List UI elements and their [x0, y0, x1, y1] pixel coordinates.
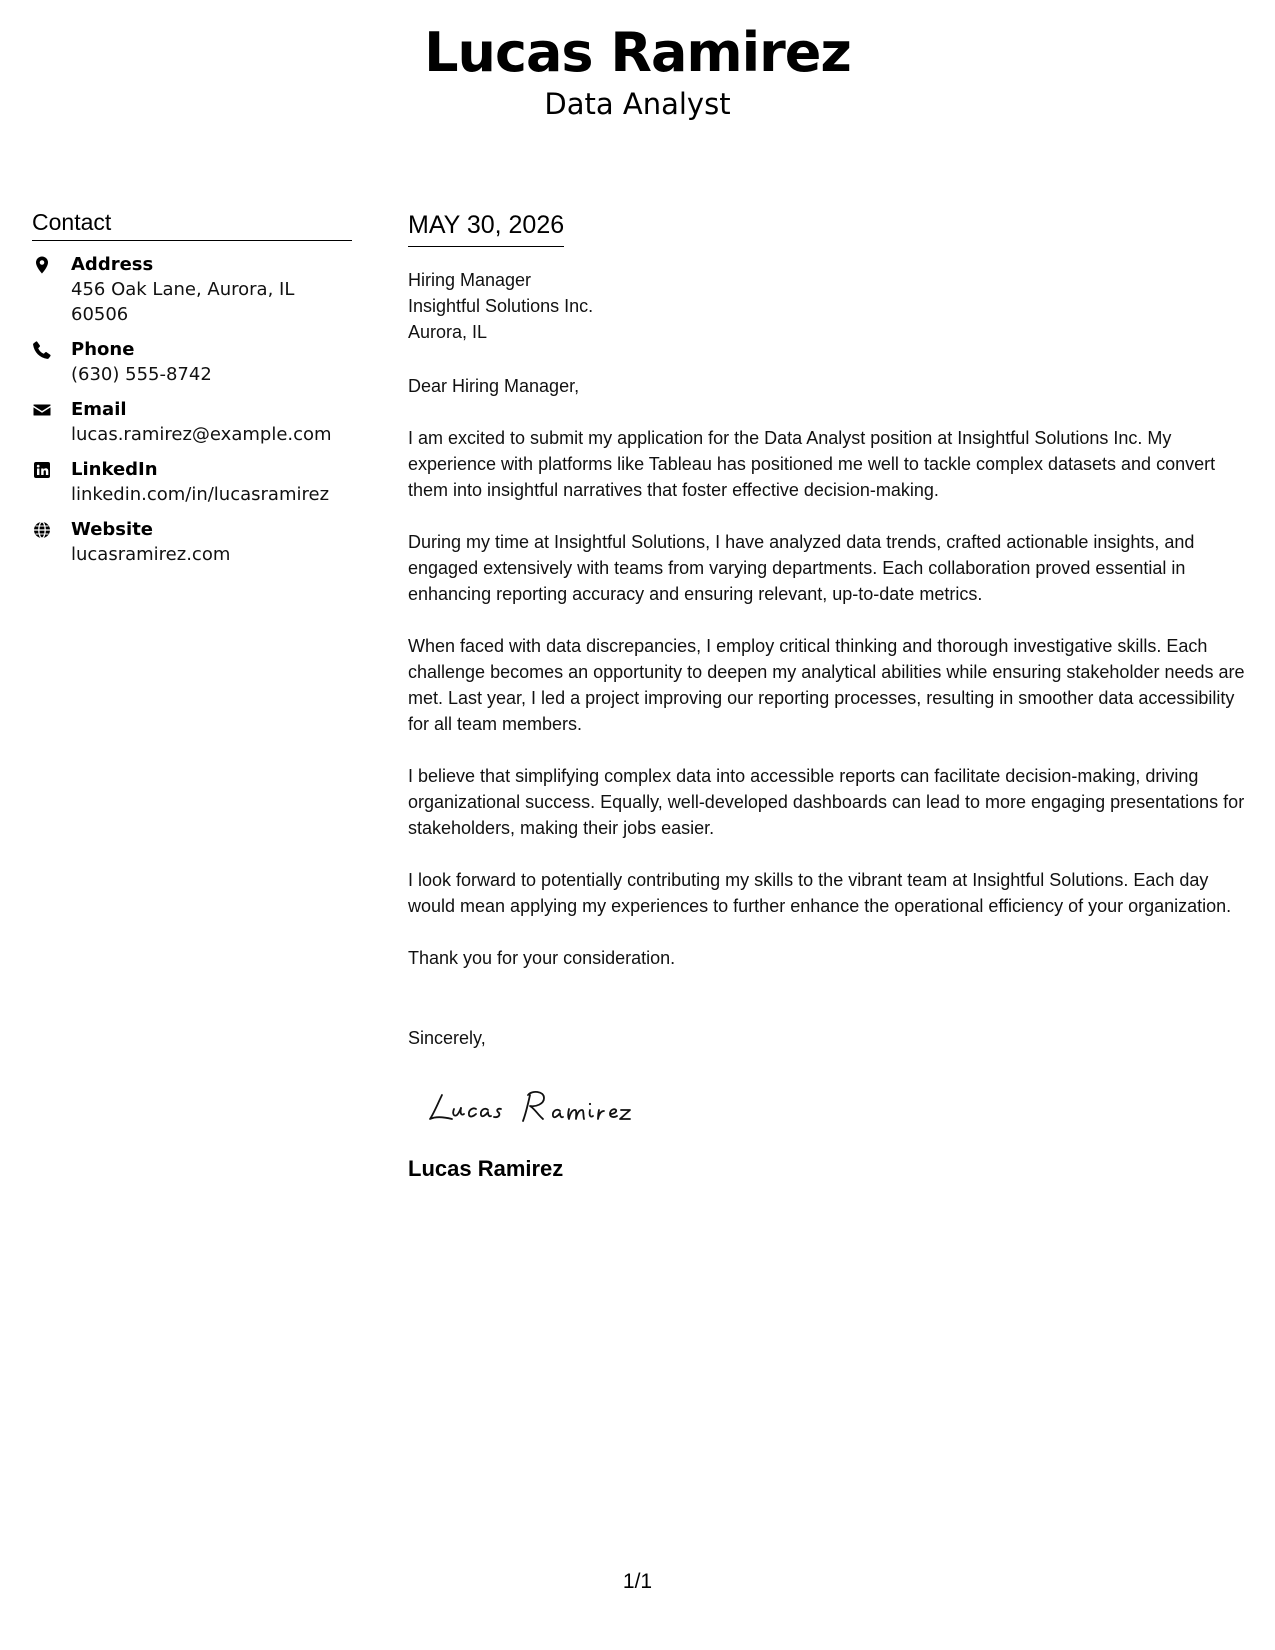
contact-item-email	[32, 398, 352, 447]
contact-label: Website	[71, 519, 154, 540]
letter-date: MAY 30, 2026	[408, 208, 564, 247]
contact-item-linkedin	[32, 458, 352, 507]
map-pin-icon	[32, 255, 52, 275]
recipient-title: Hiring Manager	[408, 270, 532, 290]
page-number: 1/1	[622, 1570, 653, 1593]
globe-icon	[32, 520, 52, 540]
website-value: lucasramirez.com	[71, 544, 231, 565]
cover-letter	[408, 208, 1248, 1183]
email-value: lucas.ramirez@example.com	[71, 424, 332, 445]
signoff: Sincerely,	[408, 1028, 486, 1048]
letter-paragraph: I believe that simplifying complex data into accessible reports can facilitate decision-making, driving organizational success. Equally, well-developed dashboards can lead to more engaging presentations for stakeholders, making their jobs easier.	[408, 766, 1245, 838]
recipient-company: Insightful Solutions Inc.	[408, 296, 594, 316]
contact-label: Email	[71, 399, 127, 420]
handwritten-signature	[422, 1083, 662, 1133]
contact-sidebar	[32, 208, 352, 578]
contact-item-website	[32, 518, 352, 567]
contact-label: LinkedIn	[71, 459, 158, 480]
linkedin-value: linkedin.com/in/lucasramirez	[71, 484, 330, 505]
letter-paragraph: I look forward to potentially contributing my skills to the vibrant team at Insightful Solutions. Each day would mean applying my experiences to further enhance the operational efficiency of your organization.	[408, 870, 1232, 916]
letter-paragraph: When faced with data discrepancies, I employ critical thinking and thorough investigative skills. Each challenge becomes an opportunity to deepen my analytical abilities while ensuring stakeholder needs are met. Last year, I led a project improving our reporting processes, resulting in smoother data accessibility for all team members.	[408, 636, 1245, 734]
salutation: Dear Hiring Manager,	[408, 376, 580, 396]
contact-label: Phone	[71, 339, 135, 360]
envelope-icon	[32, 400, 52, 420]
phone-icon	[32, 340, 52, 360]
signer-name: Lucas Ramirez	[408, 1156, 564, 1181]
letter-paragraph: During my time at Insightful Solutions, I have analyzed data trends, crafted actionable insights, and engaged extensively with teams from varying departments. Each collaboration proved essential in enhancing reporting accuracy and ensuring relevant, up-to-date metrics.	[408, 532, 1195, 604]
page-header	[0, 22, 1275, 122]
candidate-name: Lucas Ramirez	[424, 21, 851, 84]
job-title: Data Analyst	[544, 87, 731, 121]
contact-list	[32, 253, 352, 567]
linkedin-icon	[32, 460, 52, 480]
phone-value: (630) 555-8742	[71, 364, 212, 385]
recipient-location: Aurora, IL	[408, 322, 488, 342]
address-value: 456 Oak Lane, Aurora, IL 60506	[71, 279, 295, 325]
contact-item-address	[32, 253, 352, 327]
letter-paragraph: I am excited to submit my application for the Data Analyst position at Insightful Solutions Inc. My experience with platforms like Tableau has positioned me well to tackle complex datasets and convert them into insightful narratives that foster effective decision-making.	[408, 428, 1216, 500]
closing-line: Thank you for your consideration.	[408, 948, 676, 968]
recipient-block	[408, 267, 1248, 345]
contact-item-phone	[32, 338, 352, 387]
contact-heading: Contact	[32, 208, 352, 241]
contact-label: Address	[71, 254, 154, 275]
